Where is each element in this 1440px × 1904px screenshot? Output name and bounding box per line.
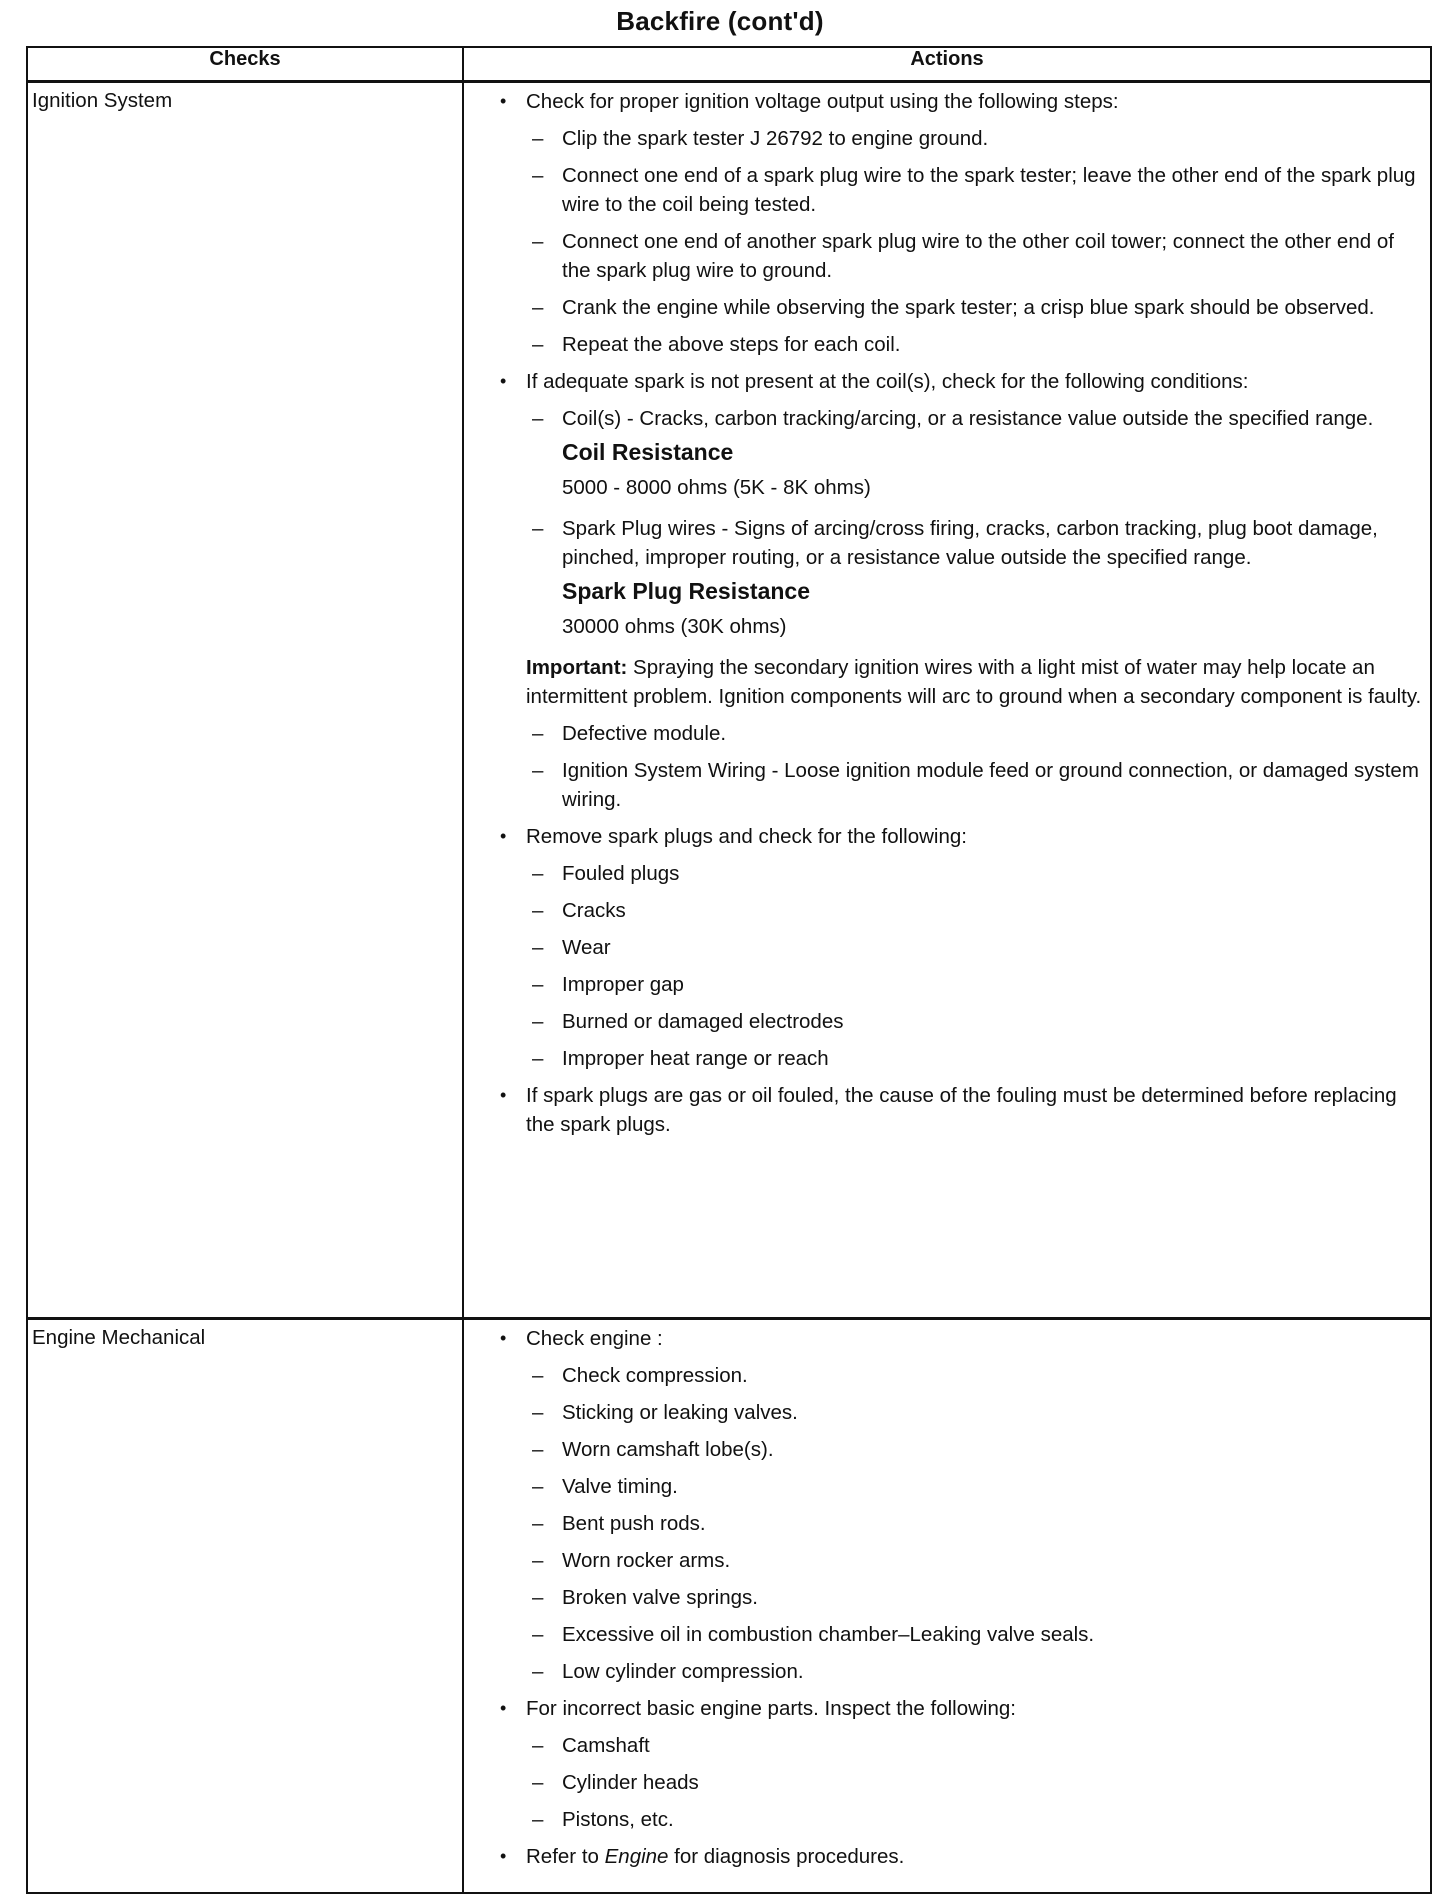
important-label: Important: (526, 656, 628, 679)
dash-item: – Repeat the above steps for each coil. (498, 330, 1422, 359)
check-cell-engine: Engine Mechanical (27, 1319, 463, 1894)
dash-item: – Crank the engine while observing the spark tester; a crisp blue spark should be observed. (498, 293, 1422, 322)
spark-plug-resistance-value: 30000 ohms (30K ohms) (562, 615, 787, 638)
refer-text-pre: Refer to (526, 1845, 605, 1868)
important-note (498, 653, 1422, 711)
bullet-item: • For incorrect basic engine parts. Inspect the following: (498, 1694, 1422, 1723)
dash-item: – Ignition System Wiring - Loose ignition module feed or ground connection, or damaged system wiring. (498, 756, 1422, 814)
dash-item: – Clip the spark tester J 26792 to engine ground. (498, 124, 1422, 153)
dash-item: – Cylinder heads (498, 1768, 1422, 1797)
dash-item: – Connect one end of a spark plug wire to the spark tester; leave the other end of the spark plug wire to the coil being tested. (498, 161, 1422, 219)
dash-item: – Valve timing. (498, 1472, 1422, 1501)
dash-item: – Coil(s) - Cracks, carbon tracking/arcing, or a resistance value outside the specified range. (498, 404, 1422, 433)
bullet-item: • Check for proper ignition voltage output using the following steps: (498, 87, 1422, 116)
dash-item: – Check compression. (498, 1361, 1422, 1390)
actions-cell-engine (463, 1319, 1431, 1894)
dash-item: – Worn rocker arms. (498, 1546, 1422, 1575)
dash-item: – Excessive oil in combustion chamber–Leaking valve seals. (498, 1620, 1422, 1649)
dash-item: – Broken valve springs. (498, 1583, 1422, 1612)
dash-item: – Low cylinder compression. (498, 1657, 1422, 1686)
checks-header: Checks (27, 47, 463, 82)
dash-item: – Bent push rods. (498, 1509, 1422, 1538)
table-row (27, 82, 1431, 1319)
dash-item: – Spark Plug wires - Signs of arcing/cross firing, cracks, carbon tracking, plug boot damage, pinched, improper routing, or a resistance value outside the specified range. (498, 514, 1422, 572)
table-row (27, 1319, 1431, 1894)
actions-header: Actions (463, 47, 1431, 82)
engine-reference-link: Engine (604, 1845, 669, 1868)
bullet-item: • If spark plugs are gas or oil fouled, the cause of the fouling must be determined before replacing the spark plugs. (498, 1081, 1422, 1139)
bullet-item: • Remove spark plugs and check for the following: (498, 822, 1422, 851)
dash-item: – Worn camshaft lobe(s). (498, 1435, 1422, 1464)
important-text: Spraying the secondary ignition wires with a light mist of water may help locate an intermittent problem. Ignition components will arc to ground when a secondary component is faulty. (526, 656, 1422, 708)
dash-item: – Connect one end of another spark plug wire to the other coil tower; connect the other end of the spark plug wire to ground. (498, 227, 1422, 285)
refer-text-post: for diagnosis procedures. (668, 1845, 905, 1868)
coil-resistance-value: 5000 - 8000 ohms (5K - 8K ohms) (562, 476, 871, 499)
dash-item: – Cracks (498, 896, 1422, 925)
table-header-row (27, 47, 1431, 82)
dash-item: – Camshaft (498, 1731, 1422, 1760)
check-cell-ignition: Ignition System (27, 82, 463, 1319)
bullet-item: • If adequate spark is not present at the coil(s), check for the following conditions: (498, 367, 1422, 396)
dash-item: – Burned or damaged electrodes (498, 1007, 1422, 1036)
actions-cell-ignition (463, 82, 1431, 1319)
dash-item: – Pistons, etc. (498, 1805, 1422, 1834)
dash-item: – Improper heat range or reach (498, 1044, 1422, 1073)
bullet-item: • Check engine : (498, 1324, 1422, 1353)
bullet-item (498, 1842, 1422, 1871)
page-title: Backfire (cont'd) (616, 6, 824, 36)
coil-resistance-heading: Coil Resistance (562, 439, 734, 465)
diagnosis-table (26, 46, 1432, 1894)
dash-item: – Improper gap (498, 970, 1422, 999)
spark-plug-resistance-heading: Spark Plug Resistance (562, 578, 810, 604)
dash-item: – Fouled plugs (498, 859, 1422, 888)
dash-item: – Defective module. (498, 719, 1422, 748)
dash-item: – Sticking or leaking valves. (498, 1398, 1422, 1427)
dash-item: – Wear (498, 933, 1422, 962)
